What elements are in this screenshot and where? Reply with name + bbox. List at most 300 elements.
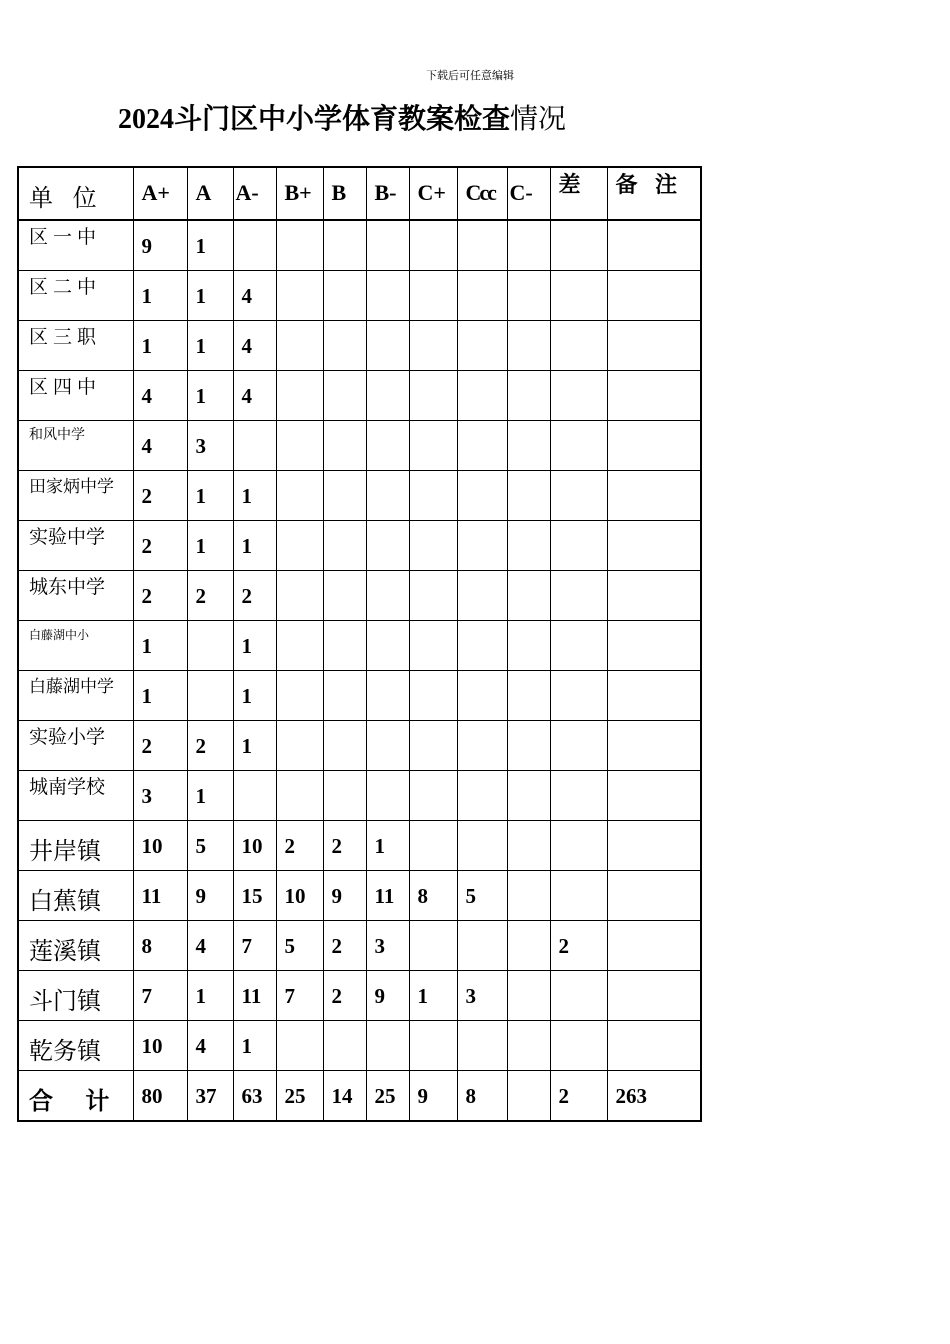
value-cell — [366, 971, 409, 1021]
value-cell — [607, 521, 701, 571]
cell-value — [551, 371, 607, 384]
cell-value — [508, 221, 550, 234]
value-cell — [133, 471, 187, 521]
cell-value — [367, 571, 409, 584]
cell-value — [277, 321, 323, 334]
value-cell — [457, 721, 507, 771]
unit-cell — [18, 421, 133, 471]
value-cell — [409, 220, 457, 271]
value-cell — [133, 371, 187, 421]
table-row — [18, 771, 701, 821]
value-cell — [607, 271, 701, 321]
cell-value — [367, 421, 409, 434]
value-cell — [133, 721, 187, 771]
unit-cell — [18, 471, 133, 521]
value-cell — [323, 921, 366, 971]
unit-name: 斗门镇 — [29, 987, 101, 1015]
unit-name: 合 计 — [29, 1087, 122, 1115]
value-cell — [276, 971, 323, 1021]
value-cell — [233, 521, 276, 571]
value-cell — [233, 821, 276, 871]
cell-value: 2 — [241, 584, 252, 608]
cell-value — [324, 421, 366, 434]
table-row — [18, 321, 701, 371]
value-cell — [187, 721, 233, 771]
value-cell — [233, 571, 276, 621]
value-cell — [507, 371, 550, 421]
value-cell — [409, 721, 457, 771]
value-cell — [276, 621, 323, 671]
cell-value: 5 — [195, 834, 206, 858]
cell-value: 9 — [374, 984, 385, 1008]
cell-value — [367, 221, 409, 234]
cell-value — [410, 471, 457, 484]
value-cell — [409, 421, 457, 471]
table-row — [18, 421, 701, 471]
value-cell — [187, 671, 233, 721]
cell-value — [367, 771, 409, 784]
unit-name: 实验小学 — [29, 726, 106, 748]
value-cell — [550, 521, 607, 571]
table-row — [18, 571, 701, 621]
cell-value: 7 — [241, 934, 252, 958]
table-row — [18, 821, 701, 871]
value-cell — [366, 871, 409, 921]
cell-value — [234, 421, 276, 434]
cell-value — [410, 571, 457, 584]
value-cell — [550, 971, 607, 1021]
cell-value — [410, 1021, 457, 1034]
value-cell — [133, 571, 187, 621]
cell-value — [367, 271, 409, 284]
unit-name: 乾务镇 — [29, 1037, 101, 1065]
value-cell — [366, 1021, 409, 1071]
cell-value: 1 — [195, 334, 206, 358]
value-cell — [409, 871, 457, 921]
value-cell — [276, 571, 323, 621]
value-cell — [607, 721, 701, 771]
cell-value — [367, 471, 409, 484]
table-row — [18, 521, 701, 571]
cell-value: 7 — [141, 984, 152, 1008]
header-cell-b-minus: B- — [366, 167, 409, 220]
value-cell — [233, 771, 276, 821]
cell-value — [508, 521, 550, 534]
unit-name: 城南学校 — [29, 776, 106, 798]
cell-value — [608, 671, 701, 684]
unit-cell — [18, 721, 133, 771]
value-cell — [187, 571, 233, 621]
cell-value: 1 — [195, 284, 206, 308]
value-cell — [409, 571, 457, 621]
cell-value — [277, 421, 323, 434]
value-cell — [276, 220, 323, 271]
value-cell — [323, 1021, 366, 1071]
cell-value — [458, 221, 507, 234]
cell-value — [188, 671, 233, 684]
table-row — [18, 471, 701, 521]
cell-value: 7 — [284, 984, 295, 1008]
cell-value — [324, 571, 366, 584]
cell-value — [508, 821, 550, 834]
cell-value: 1 — [195, 484, 206, 508]
cell-value: 9 — [331, 884, 342, 908]
cell-value: 3 — [195, 434, 206, 458]
cell-value — [367, 1021, 409, 1034]
value-cell — [607, 871, 701, 921]
page-title — [118, 97, 566, 137]
value-cell — [187, 371, 233, 421]
cell-value: 15 — [241, 884, 263, 908]
value-cell — [457, 371, 507, 421]
cell-value: 4 — [195, 934, 206, 958]
cell-value — [608, 921, 701, 934]
value-cell — [276, 871, 323, 921]
cell-value — [367, 721, 409, 734]
value-cell — [507, 621, 550, 671]
cell-value: 3 — [141, 784, 152, 808]
cell-value — [551, 271, 607, 284]
value-cell — [276, 1071, 323, 1122]
cell-value: 1 — [195, 534, 206, 558]
value-cell — [187, 871, 233, 921]
cell-value — [458, 271, 507, 284]
cell-value — [508, 621, 550, 634]
value-cell — [133, 771, 187, 821]
cell-value — [508, 771, 550, 784]
cell-value — [458, 521, 507, 534]
cell-value: 1 — [195, 234, 206, 258]
value-cell — [276, 921, 323, 971]
value-cell — [133, 1071, 187, 1122]
value-cell — [233, 371, 276, 421]
cell-value: 5 — [465, 884, 476, 908]
unit-cell — [18, 271, 133, 321]
header-cell-a: A — [187, 167, 233, 220]
cell-value: 8 — [417, 884, 428, 908]
unit-cell — [18, 621, 133, 671]
cell-value — [458, 621, 507, 634]
header-note: 下载后可任意编辑 — [426, 69, 514, 82]
value-cell — [187, 621, 233, 671]
value-cell — [187, 271, 233, 321]
cell-value — [234, 221, 276, 234]
cell-value — [458, 721, 507, 734]
cell-value — [277, 221, 323, 234]
unit-name: 莲溪镇 — [29, 937, 101, 965]
value-cell — [366, 771, 409, 821]
unit-cell — [18, 571, 133, 621]
unit-cell — [18, 1021, 133, 1071]
cell-value: 63 — [241, 1084, 263, 1108]
cell-value — [277, 721, 323, 734]
value-cell — [366, 921, 409, 971]
cell-value — [608, 971, 701, 984]
value-cell — [550, 821, 607, 871]
cell-value — [551, 1021, 607, 1034]
cell-value — [410, 721, 457, 734]
cell-value — [508, 871, 550, 884]
value-cell — [507, 821, 550, 871]
cell-value: 8 — [465, 1084, 476, 1108]
cell-value — [551, 471, 607, 484]
cell-value — [458, 821, 507, 834]
unit-name: 区三职 — [29, 326, 102, 348]
value-cell — [233, 921, 276, 971]
value-cell — [187, 471, 233, 521]
unit-cell — [18, 371, 133, 421]
cell-value — [458, 771, 507, 784]
value-cell — [409, 771, 457, 821]
table-row — [18, 271, 701, 321]
unit-name: 田家炳中学 — [29, 477, 114, 497]
value-cell — [409, 271, 457, 321]
cell-value: 4 — [241, 284, 252, 308]
value-cell — [133, 220, 187, 271]
value-cell — [507, 721, 550, 771]
cell-value — [410, 421, 457, 434]
value-cell — [550, 220, 607, 271]
value-cell — [187, 521, 233, 571]
cell-value: 4 — [141, 384, 152, 408]
value-cell — [187, 771, 233, 821]
value-cell — [323, 321, 366, 371]
cell-value: 2 — [558, 934, 569, 958]
value-cell — [187, 220, 233, 271]
header-cell-c-plus: C+ — [409, 167, 457, 220]
value-cell — [409, 321, 457, 371]
unit-cell — [18, 321, 133, 371]
cell-value — [608, 421, 701, 434]
value-cell — [550, 1071, 607, 1122]
value-cell — [323, 721, 366, 771]
value-cell — [133, 271, 187, 321]
cell-value — [508, 571, 550, 584]
header-cell-a-plus: A+ — [133, 167, 187, 220]
cell-value: 2 — [141, 534, 152, 558]
value-cell — [233, 220, 276, 271]
cell-value — [608, 221, 701, 234]
cell-value: 10 — [241, 834, 263, 858]
cell-value: 11 — [374, 884, 395, 908]
cell-value — [608, 371, 701, 384]
cell-value — [410, 771, 457, 784]
value-cell — [409, 821, 457, 871]
table-row — [18, 371, 701, 421]
value-cell — [323, 371, 366, 421]
cell-value: 1 — [241, 634, 252, 658]
cell-value — [324, 1021, 366, 1034]
value-cell — [366, 371, 409, 421]
value-cell — [507, 321, 550, 371]
value-cell — [550, 721, 607, 771]
value-cell — [187, 421, 233, 471]
cell-value: 25 — [284, 1084, 306, 1108]
cell-value — [608, 821, 701, 834]
value-cell — [276, 471, 323, 521]
cell-value — [508, 421, 550, 434]
value-cell — [323, 671, 366, 721]
cell-value — [551, 971, 607, 984]
value-cell — [276, 771, 323, 821]
value-cell — [366, 821, 409, 871]
cell-value — [608, 471, 701, 484]
cell-value: 1 — [195, 384, 206, 408]
cell-value: 80 — [141, 1084, 163, 1108]
cell-value — [277, 471, 323, 484]
unit-name: 区一中 — [29, 226, 102, 248]
cell-value: 2 — [331, 984, 342, 1008]
value-cell — [276, 271, 323, 321]
cell-value — [508, 921, 550, 934]
unit-cell — [18, 521, 133, 571]
cell-value: 14 — [331, 1084, 353, 1108]
value-cell — [607, 421, 701, 471]
value-cell — [233, 871, 276, 921]
value-cell — [457, 271, 507, 321]
cell-value — [551, 671, 607, 684]
value-cell — [366, 571, 409, 621]
value-cell — [276, 821, 323, 871]
cell-value — [277, 521, 323, 534]
cell-value: 2 — [331, 934, 342, 958]
value-cell — [366, 220, 409, 271]
table-row — [18, 871, 701, 921]
cell-value — [458, 471, 507, 484]
header-cell-b-plus: B+ — [276, 167, 323, 220]
table-row — [18, 621, 701, 671]
cell-value: 4 — [141, 434, 152, 458]
header-cell-unit: 单 位 — [18, 167, 133, 220]
cell-value: 2 — [141, 484, 152, 508]
cell-value: 1 — [141, 634, 152, 658]
cell-value — [410, 221, 457, 234]
cell-value: 2 — [141, 734, 152, 758]
header-cell-b: B — [323, 167, 366, 220]
cell-value — [551, 821, 607, 834]
inspection-table — [17, 166, 702, 1122]
cell-value — [508, 321, 550, 334]
cell-value — [277, 271, 323, 284]
unit-cell — [18, 821, 133, 871]
value-cell — [366, 271, 409, 321]
value-cell — [409, 621, 457, 671]
cell-value — [277, 671, 323, 684]
value-cell — [133, 921, 187, 971]
value-cell — [366, 671, 409, 721]
cell-value: 263 — [615, 1084, 647, 1108]
value-cell — [233, 671, 276, 721]
value-cell — [457, 1021, 507, 1071]
value-cell — [550, 571, 607, 621]
cell-value — [608, 1021, 701, 1034]
cell-value: 2 — [284, 834, 295, 858]
cell-value — [367, 671, 409, 684]
value-cell — [607, 471, 701, 521]
value-cell — [507, 771, 550, 821]
value-cell — [550, 371, 607, 421]
cell-value: 11 — [241, 984, 262, 1008]
cell-value: 1 — [241, 734, 252, 758]
cell-value — [324, 371, 366, 384]
value-cell — [409, 371, 457, 421]
cell-value — [551, 221, 607, 234]
value-cell — [233, 421, 276, 471]
value-cell — [366, 471, 409, 521]
value-cell — [409, 671, 457, 721]
cell-value — [608, 771, 701, 784]
value-cell — [187, 821, 233, 871]
value-cell — [233, 621, 276, 671]
value-cell — [457, 821, 507, 871]
cell-value: 37 — [195, 1084, 217, 1108]
value-cell — [507, 571, 550, 621]
cell-value: 1 — [241, 534, 252, 558]
cell-value — [551, 321, 607, 334]
cell-value — [188, 621, 233, 634]
value-cell — [133, 871, 187, 921]
table-row — [18, 1021, 701, 1071]
cell-value: 1 — [241, 684, 252, 708]
header-cell-remarks: 备 注 — [607, 167, 701, 220]
value-cell — [233, 721, 276, 771]
value-cell — [507, 671, 550, 721]
cell-value — [551, 571, 607, 584]
unit-name: 和风中学 — [29, 427, 85, 443]
value-cell — [607, 371, 701, 421]
cell-value — [508, 971, 550, 984]
value-cell — [323, 771, 366, 821]
value-cell — [607, 921, 701, 971]
cell-value — [277, 371, 323, 384]
cell-value: 11 — [141, 884, 162, 908]
value-cell — [550, 921, 607, 971]
value-cell — [233, 1071, 276, 1122]
value-cell — [323, 571, 366, 621]
cell-value: 10 — [141, 1034, 163, 1058]
cell-value — [324, 221, 366, 234]
value-cell — [457, 421, 507, 471]
value-cell — [457, 971, 507, 1021]
unit-name: 白蕉镇 — [29, 887, 101, 915]
value-cell — [550, 471, 607, 521]
value-cell — [607, 671, 701, 721]
value-cell — [607, 971, 701, 1021]
value-cell — [507, 421, 550, 471]
value-cell — [457, 621, 507, 671]
value-cell — [507, 471, 550, 521]
value-cell — [607, 771, 701, 821]
value-cell — [133, 621, 187, 671]
unit-name: 白藤湖中小 — [29, 628, 90, 642]
cell-value: 3 — [374, 934, 385, 958]
value-cell — [409, 471, 457, 521]
unit-cell — [18, 771, 133, 821]
value-cell — [276, 721, 323, 771]
value-cell — [276, 1021, 323, 1071]
cell-value — [277, 771, 323, 784]
cell-value: 1 — [141, 334, 152, 358]
cell-value: 10 — [284, 884, 306, 908]
unit-name: 区四中 — [29, 376, 102, 398]
value-cell — [550, 671, 607, 721]
cell-value — [367, 521, 409, 534]
unit-name: 城东中学 — [29, 576, 106, 598]
table-row — [18, 671, 701, 721]
unit-name: 井岸镇 — [29, 837, 101, 865]
value-cell — [323, 421, 366, 471]
cell-value — [410, 521, 457, 534]
